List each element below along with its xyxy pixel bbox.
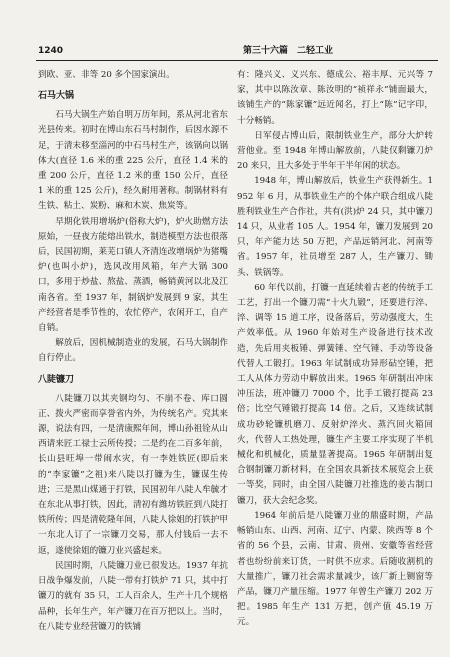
paragraph: 1964 年前后是八陡镰刀业的鼎盛时期，产品畅销山东、山西、河南、辽宁、内蒙、陕西等 8 个省的 56 个县，云南、甘肃、贵州、安徽等省经营者也纷纷前来订货，一时供不应求。后随收割机的大量推广，镰刀社会需求量减少，该厂新上铡窗等产品，镰刀产量压缩。1977 年曾生产镰刀 202 万把。1985 年生产 131 万把，创产值 45.19 万元。 xyxy=(237,510,433,628)
section-heading: 石马大锅 xyxy=(38,91,75,102)
running-header xyxy=(38,44,436,58)
left-column xyxy=(38,68,228,635)
paragraph: 民国时期，八陡镰刀业已很发达。1937 年抗日战争爆发前，八陡一带有打铁炉 71 只，其中打镰刀的就有 35 只，工人百余人，生产十几个规格品种，长年生产，年产镰刀在百万把以上。当时，在八陡专业经营镰刀的铁铺 xyxy=(38,560,228,632)
paragraph: 解放后，因机械制造业的发展，石马大锅制作自行停止。 xyxy=(38,338,228,364)
header-rule xyxy=(36,60,438,61)
paragraph: 八陡镰刀以其夹钢均匀、不崩不卷、库口圆正、拨火严密而享誉省内外，为传统名产。究其来源，说法有四，一是清康熙年间，博山孙祖铨从山西请来匠工禄士云所传授；二是约在二百多年前，长山县旺埠一带闹水灾，有一李姓铁匠(即后来的“李家镰”之祖)来八陡以打镰为生，镰谋生传进；三是黑山煤通于打铁，民国初年八陡人牟毓才在东北从事打铁，因此，清初有潍坊铁匠到八陡打铁所传；四是清乾隆年间，八陡人徐姐的打铁护甲一东北人订了一宗镰刀交易，那人付钱后一去不返，遂使徐姐的镰刀业兴盛起来。 xyxy=(38,393,228,556)
chapter-title: 第三十六篇 二轻工业 xyxy=(243,46,334,56)
paragraph: 早期化铁用增埚炉(俗称大炉)，炉火助燃方法原始，一昼夜方能熔出铁水，制造模型方法也很落后，民国初期，莱芜口镇人齐清连改增埚炉为猪嘴炉(也叫小炉)，选风改用风箱，年产大锅 300 口，多用于炒盐、熬盐、蒸酒，畅销黄河以北及江南各省。至 1937 年，制锅炉发展到 9 家，其生产经营者是季节性的，农忙停产，农闲开工，自产自销。 xyxy=(38,216,228,334)
right-column xyxy=(237,68,433,631)
paragraph: 日军侵占博山后，限制铁业生产，部分大炉转营他业。至 1948 年博山解放前，八陡仅剩镰刀炉 20 来只，且大多处于半年干半年闲的状态。 xyxy=(237,130,433,172)
paragraph: 到欧、亚、非等 20 多个国家演出。 xyxy=(38,70,175,80)
paragraph: 60 年代以前，打镰一直延续着古老的传统手工工艺，打出一个镰刀需“十火九锻”，还要进行淬、淬、调等 15 道工序，设备落后，劳动强度大，生产效率低。从 1960 年始对生产设备进行技术改造，先后用夹板锤、弹簧锤、空气锤、手动等设备代替人工锻打。1963 年试制成功异形砧空锤，把工人从体力劳动中解放出来。1965 年研制出冲床冲压法，班冲镰刀 7000 个，比手工锻打提高 23 倍；比空气锤锻打提高 14 倍。之后，又连续试制成功砂轮镰机磨刀、反射炉淬火、蒸汽回火箱回火，代替人工热处理，镰生产主要工序实现了半机械化和机械化，质量显著提高。1965 年研制出复合钢制镰刀新材料，在全国农具新技术展览会上获一等奖，同时，由全国八陡镰刀社推选的姜古制口镰刀，获大会纪念奖。 xyxy=(237,282,433,506)
section-heading: 八陡镰刀 xyxy=(38,374,75,385)
paragraph: 石马大锅生产始自明万历年间，系从河北省东光县传来。初时在博山东石马村制作，后因水源不足，于清末移至淄河的中石马村生产，该锅向以锅体大(直径 1.6 米的重 225 公斤，直径 1.4 米的重 200 公斤，直径 1.2 米的重 150 公斤，直径 1 米的重 125 公斤)，经久耐用著称。制锅材料有生铁、粘土、炭粉、麻和木炭、焦炭等。 xyxy=(38,110,228,212)
paragraph: 1948 年，博山解放后，铁业生产获得新生。1952 年 6 月，从事铁业生产的个体户联合组成八陡胜利铁业生产合作社，共有(洪)炉 24 只，其中镰刀 14 只，从业者 105 人。1954 年，镰刀发展到 20 只，年产能力达 50 万把，产品远销河北、河南等省。1957 年，社员增至 287 人，生产镰刀、锄头、铁锅等。 xyxy=(237,176,433,278)
page-number: 1240 xyxy=(38,46,64,56)
paragraph: 有：隆兴义、义兴东、德成公、裕丰厚、元兴等 7 家，其中以陈汝章、陈汝明的“祯祥永”铺面最大，该铺生产的“陈家镰”远近闻名，打上“陈”记字印，十分畅销。 xyxy=(237,70,433,126)
